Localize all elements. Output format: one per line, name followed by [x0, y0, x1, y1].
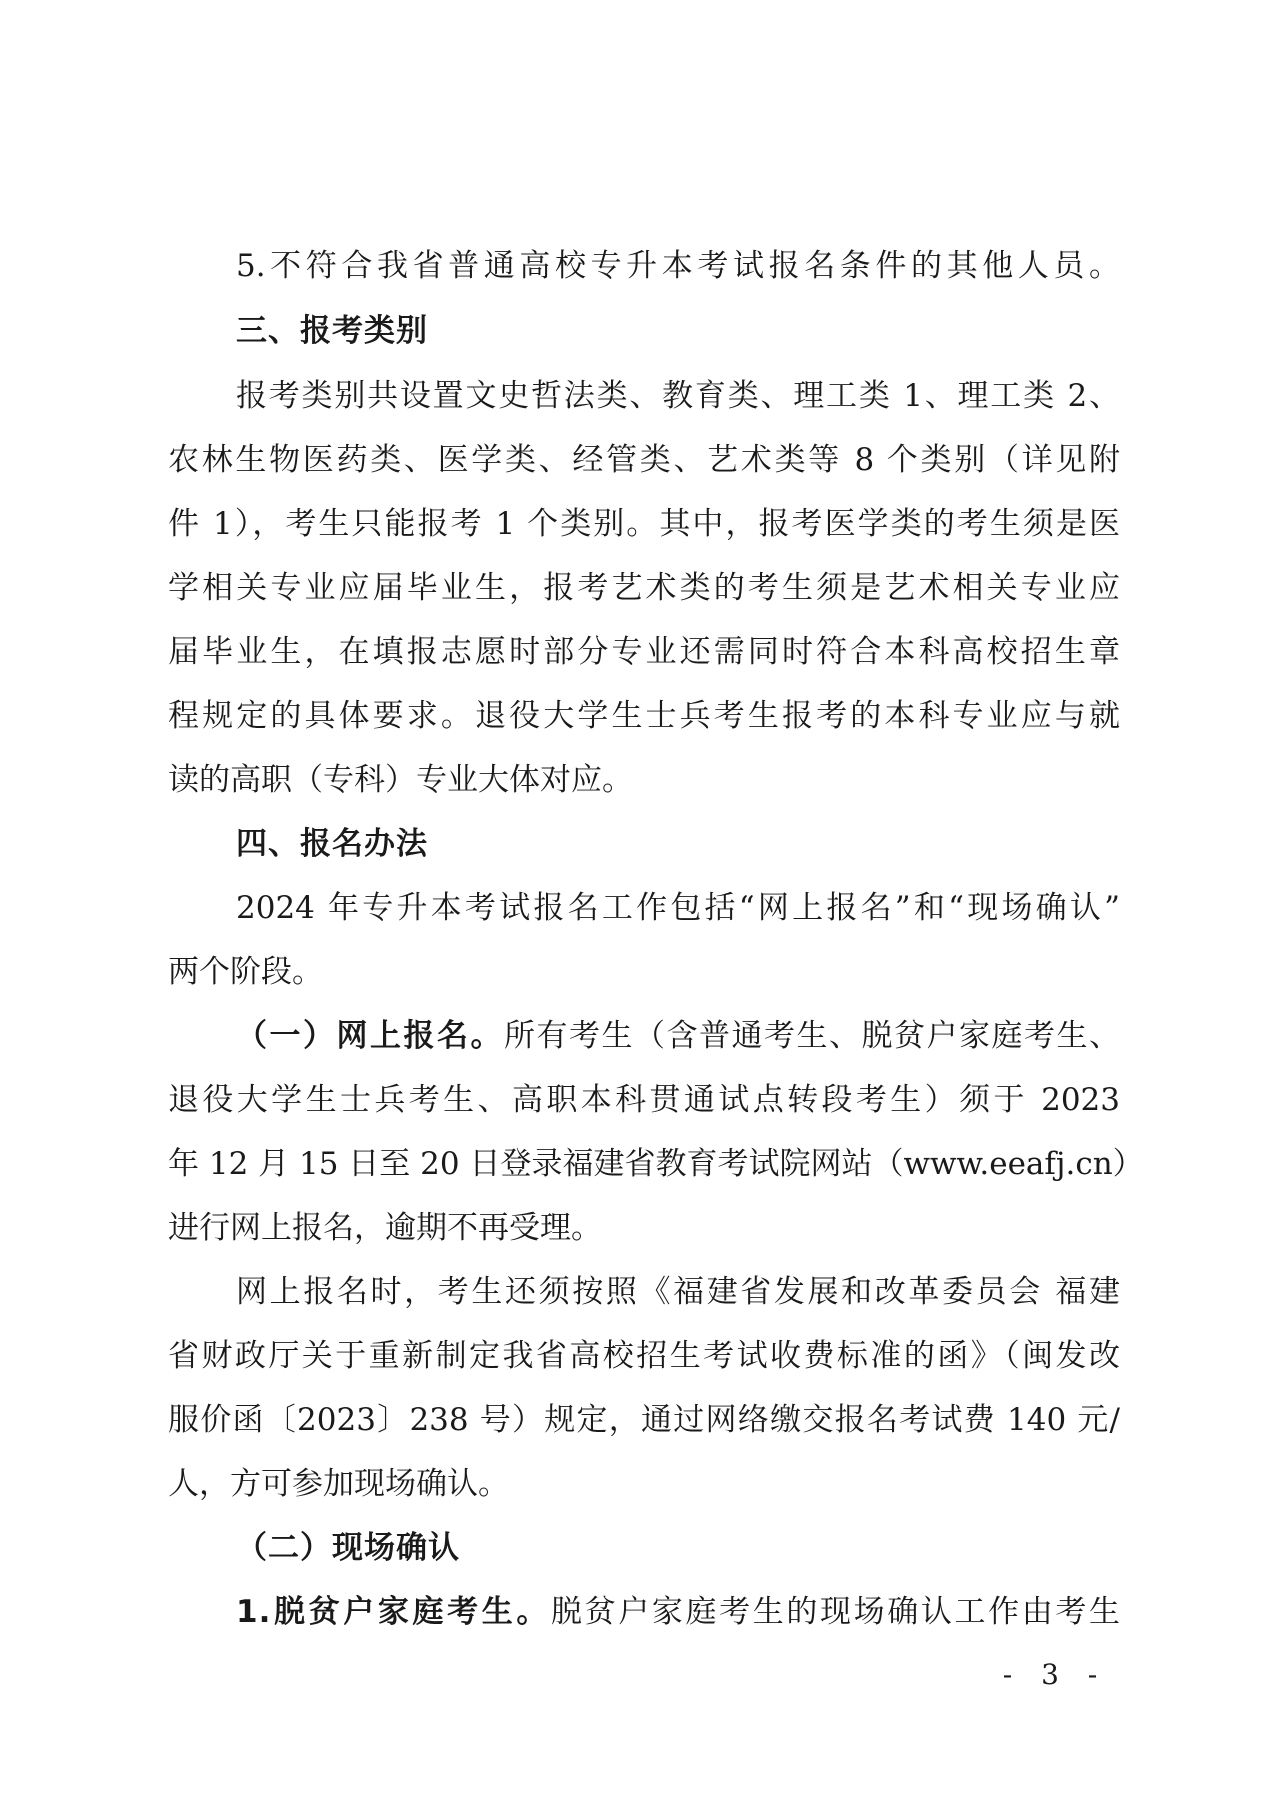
- paragraph-line: 两个阶段。: [168, 954, 323, 990]
- paragraph-line: 省财政厅关于重新制定我省高校招生考试收费标准的函》（闽发改: [168, 1338, 1120, 1374]
- paragraph-line: 进行网上报名，逾期不再受理。: [168, 1210, 602, 1246]
- paragraph-line: 网上报名时，考生还须按照《福建省发展和改革委员会 福建: [236, 1274, 1120, 1310]
- section-heading-4: 四、报名办法: [236, 826, 428, 862]
- paragraph-text: 所有考生（含普通考生、脱贫户家庭考生、: [504, 1018, 1120, 1054]
- paragraph-line: 届毕业生，在填报志愿时部分专业还需同时符合本科高校招生章: [168, 634, 1120, 670]
- paragraph-line: 学相关专业应届毕业生，报考艺术类的考生须是艺术相关专业应: [168, 570, 1120, 606]
- item-line: [236, 1590, 1120, 1634]
- paragraph-line: 报考类别共设置文史哲法类、教育类、理工类 1、理工类 2、: [236, 378, 1120, 414]
- paragraph-text: 脱贫户家庭考生的现场确认工作由考生: [550, 1594, 1120, 1630]
- section-heading-3: 三、报考类别: [236, 313, 428, 349]
- paragraph-line: 2024 年专升本考试报名工作包括“网上报名”和“现场确认”: [236, 890, 1120, 926]
- subsection-title-online: （一）网上报名。: [236, 1018, 504, 1054]
- subsection-title-onsite: （二）现场确认: [236, 1530, 460, 1566]
- page-number: - 3 -: [1002, 1658, 1108, 1691]
- paragraph-line: 5.不符合我省普通高校专升本考试报名条件的其他人员。: [236, 248, 1120, 284]
- item-title: 1.脱贫户家庭考生。: [236, 1594, 551, 1630]
- paragraph-line: 人，方可参加现场确认。: [168, 1466, 509, 1502]
- paragraph-line: 年 12 月 15 日至 20 日登录福建省教育考试院网站（www.eeafj.cn）: [168, 1146, 1144, 1182]
- paragraph-line: 件 1），考生只能报考 1 个类别。其中，报考医学类的考生须是医: [168, 506, 1120, 542]
- paragraph-line: 读的高职（专科）专业大体对应。: [168, 762, 633, 798]
- paragraph-line: 退役大学生士兵考生、高职本科贯通试点转段考生）须于 2023: [168, 1082, 1120, 1118]
- subsection-line: [236, 1014, 1120, 1058]
- paragraph-line: 服价函〔2023〕238 号）规定，通过网络缴交报名考试费 140 元/: [168, 1402, 1120, 1438]
- paragraph-line: 程规定的具体要求。退役大学生士兵考生报考的本科专业应与就: [168, 698, 1120, 734]
- paragraph-line: 农林生物医药类、医学类、经管类、艺术类等 8 个类别（详见附: [168, 442, 1120, 478]
